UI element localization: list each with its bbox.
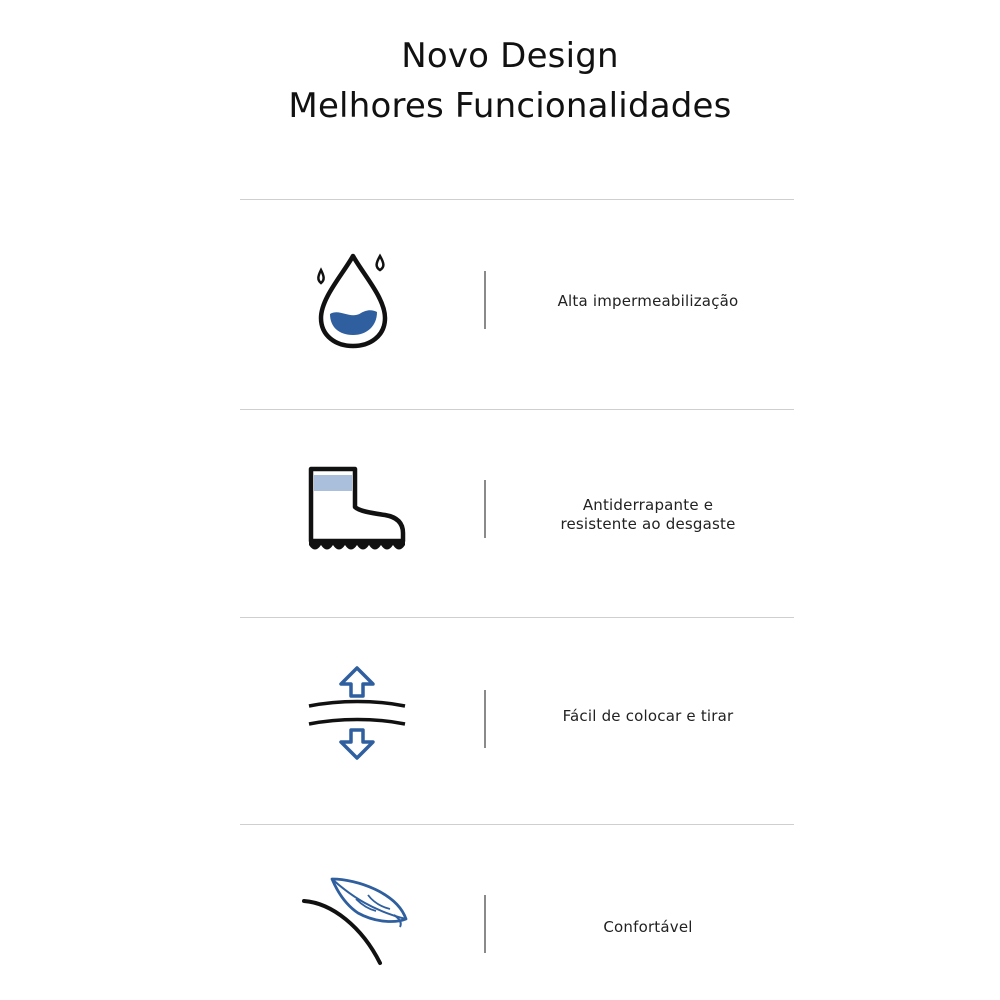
divider-3 <box>240 824 794 825</box>
feature-label-easy-on-off <box>520 707 776 726</box>
feature-label-comfort <box>520 918 776 937</box>
divider-top <box>240 199 794 200</box>
row-separator <box>484 895 486 953</box>
title-line-1: Novo Design <box>401 36 619 76</box>
water-drop-icon <box>305 250 405 350</box>
stretch-arrows-icon <box>305 662 410 764</box>
boot-icon <box>305 465 410 555</box>
feather-icon <box>302 875 412 967</box>
feature-label-line: Fácil de colocar e tirar <box>562 707 734 725</box>
row-separator <box>484 480 486 538</box>
row-separator <box>484 271 486 329</box>
title-line-2: Melhores Funcionalidades <box>288 86 732 126</box>
feature-label-line: Antiderrapante e <box>582 496 714 514</box>
feature-label-line: Confortável <box>603 918 693 936</box>
divider-2 <box>240 617 794 618</box>
feature-label-line: resistente ao desgaste <box>560 515 736 533</box>
feature-label-waterproof <box>520 292 776 311</box>
feature-label-line: Alta impermeabilização <box>557 292 739 310</box>
feature-label-antislip <box>520 496 776 534</box>
divider-1 <box>240 409 794 410</box>
row-separator <box>484 690 486 748</box>
